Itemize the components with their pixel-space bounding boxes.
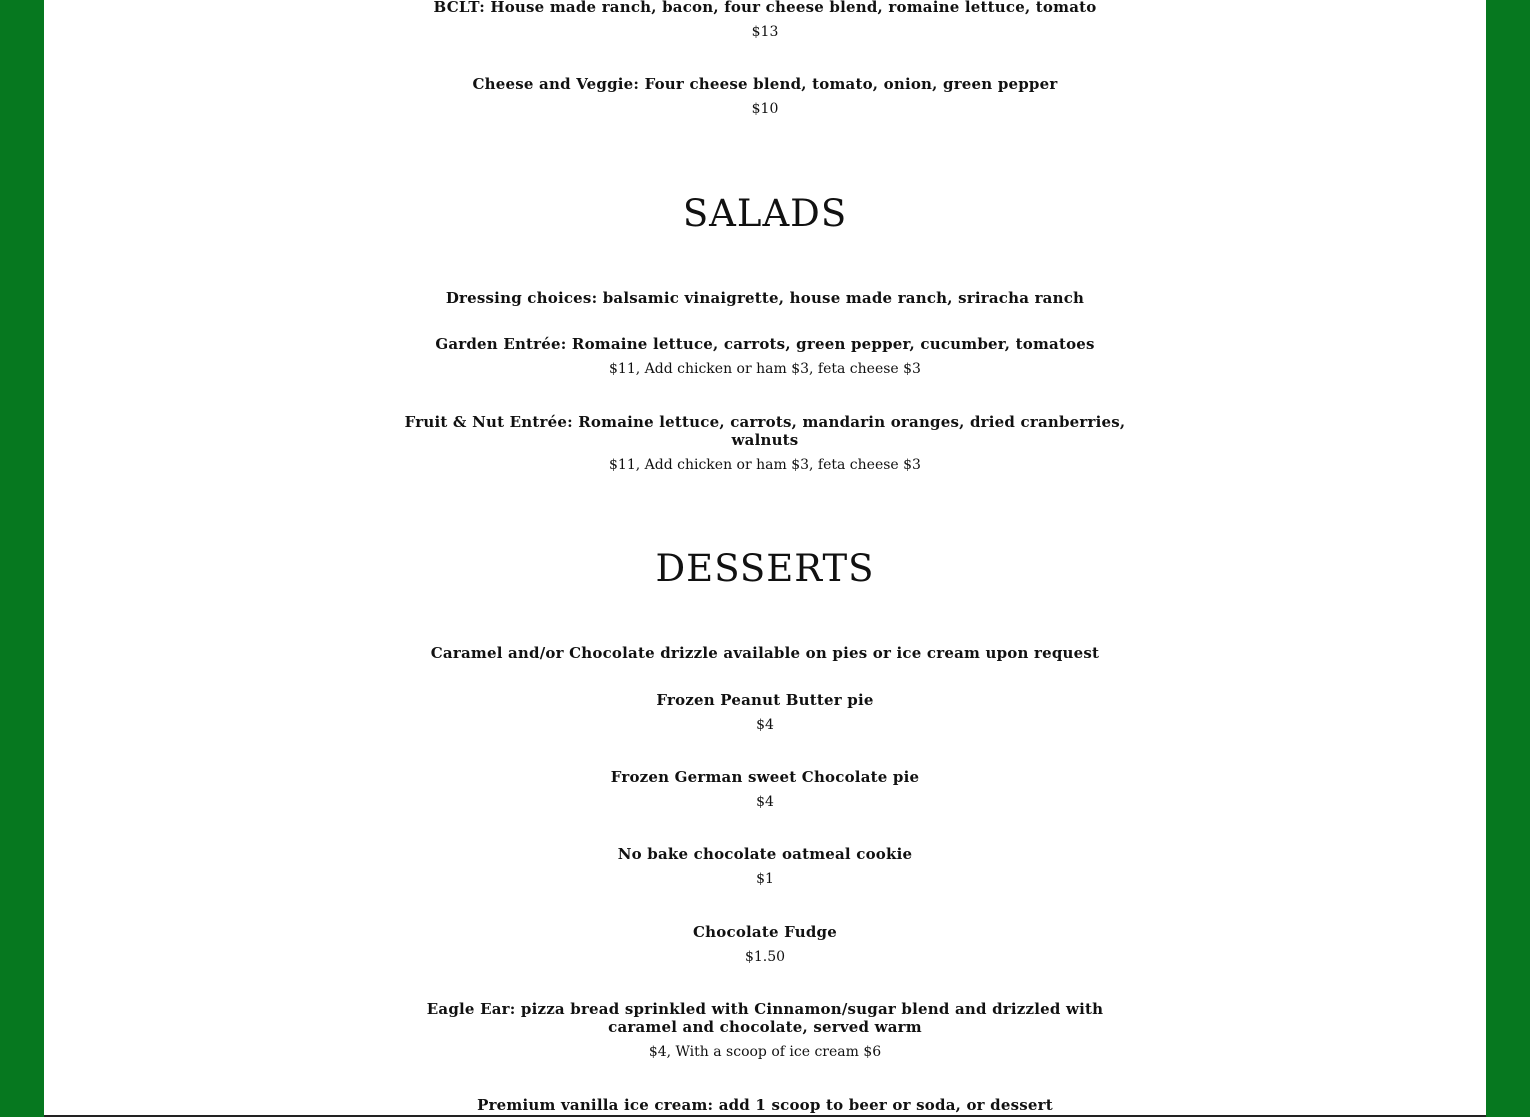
menu-item-name-line-2: caramel and chocolate, served warm [608,1018,922,1036]
menu-item-name: BCLT: House made ranch, bacon, four cheese blend, romaine lettuce, tomato [433,0,1097,16]
menu-item-bclt [44,0,1486,41]
menu-item-eagle-ear [44,1000,1486,1061]
menu-item-price: $13 [751,24,779,40]
menu-item-fruit-nut-entree [44,413,1486,474]
section-title-desserts: DESSERTS [655,547,875,590]
drizzle-note: Caramel and/or Chocolate drizzle available on pies or ice cream upon request [430,644,1100,662]
menu-item-price: $10 [751,101,779,117]
menu-item-price: $4, With a scoop of ice cream $6 [648,1044,882,1060]
menu-item-name-line-2: walnuts [731,431,799,449]
menu-item-name: No bake chocolate oatmeal cookie [617,845,913,863]
menu-item-price: $11, Add chicken or ham $3, feta cheese $3 [609,361,921,377]
menu-item-name: Garden Entrée: Romaine lettuce, carrots, green pepper, cucumber, tomatoes [435,335,1095,353]
menu-item-cheese-and-veggie [44,75,1486,118]
menu-item-name-line-1: Eagle Ear: pizza bread sprinkled with Cinnamon/sugar blend and drizzled with [426,1000,1104,1018]
menu-item-name-line-1: Fruit & Nut Entrée: Romaine lettuce, carrots, mandarin oranges, dried cranberries, [404,413,1126,431]
menu-item-name: Frozen German sweet Chocolate pie [610,768,920,786]
menu-item-price: $4 [756,717,774,733]
menu-item-price: $4 [756,794,774,810]
menu-item-name: Chocolate Fudge [693,923,837,941]
menu-item-oatmeal-cookie [44,845,1486,888]
menu-item-price: $1 [756,871,774,887]
menu-item-chocolate-fudge [44,923,1486,966]
menu-item-german-chocolate-pie [44,768,1486,811]
menu-item-vanilla-ice-cream [44,1096,1486,1114]
menu-item-name: Frozen Peanut Butter pie [656,691,874,709]
menu-item-garden-entree [44,335,1486,378]
menu-item-price: $11, Add chicken or ham $3, feta cheese $3 [609,457,921,473]
dressing-choices-note: Dressing choices: balsamic vinaigrette, house made ranch, sriracha ranch [445,289,1085,307]
menu-item-name: Cheese and Veggie: Four cheese blend, tomato, onion, green pepper [472,75,1058,93]
menu-item-name: Premium vanilla ice cream: add 1 scoop to beer or soda, or dessert [477,1096,1053,1114]
menu-item-peanut-butter-pie [44,691,1486,734]
menu-page [44,0,1486,1117]
section-title-salads: SALADS [682,192,848,235]
menu-item-price: $1.50 [744,949,786,965]
